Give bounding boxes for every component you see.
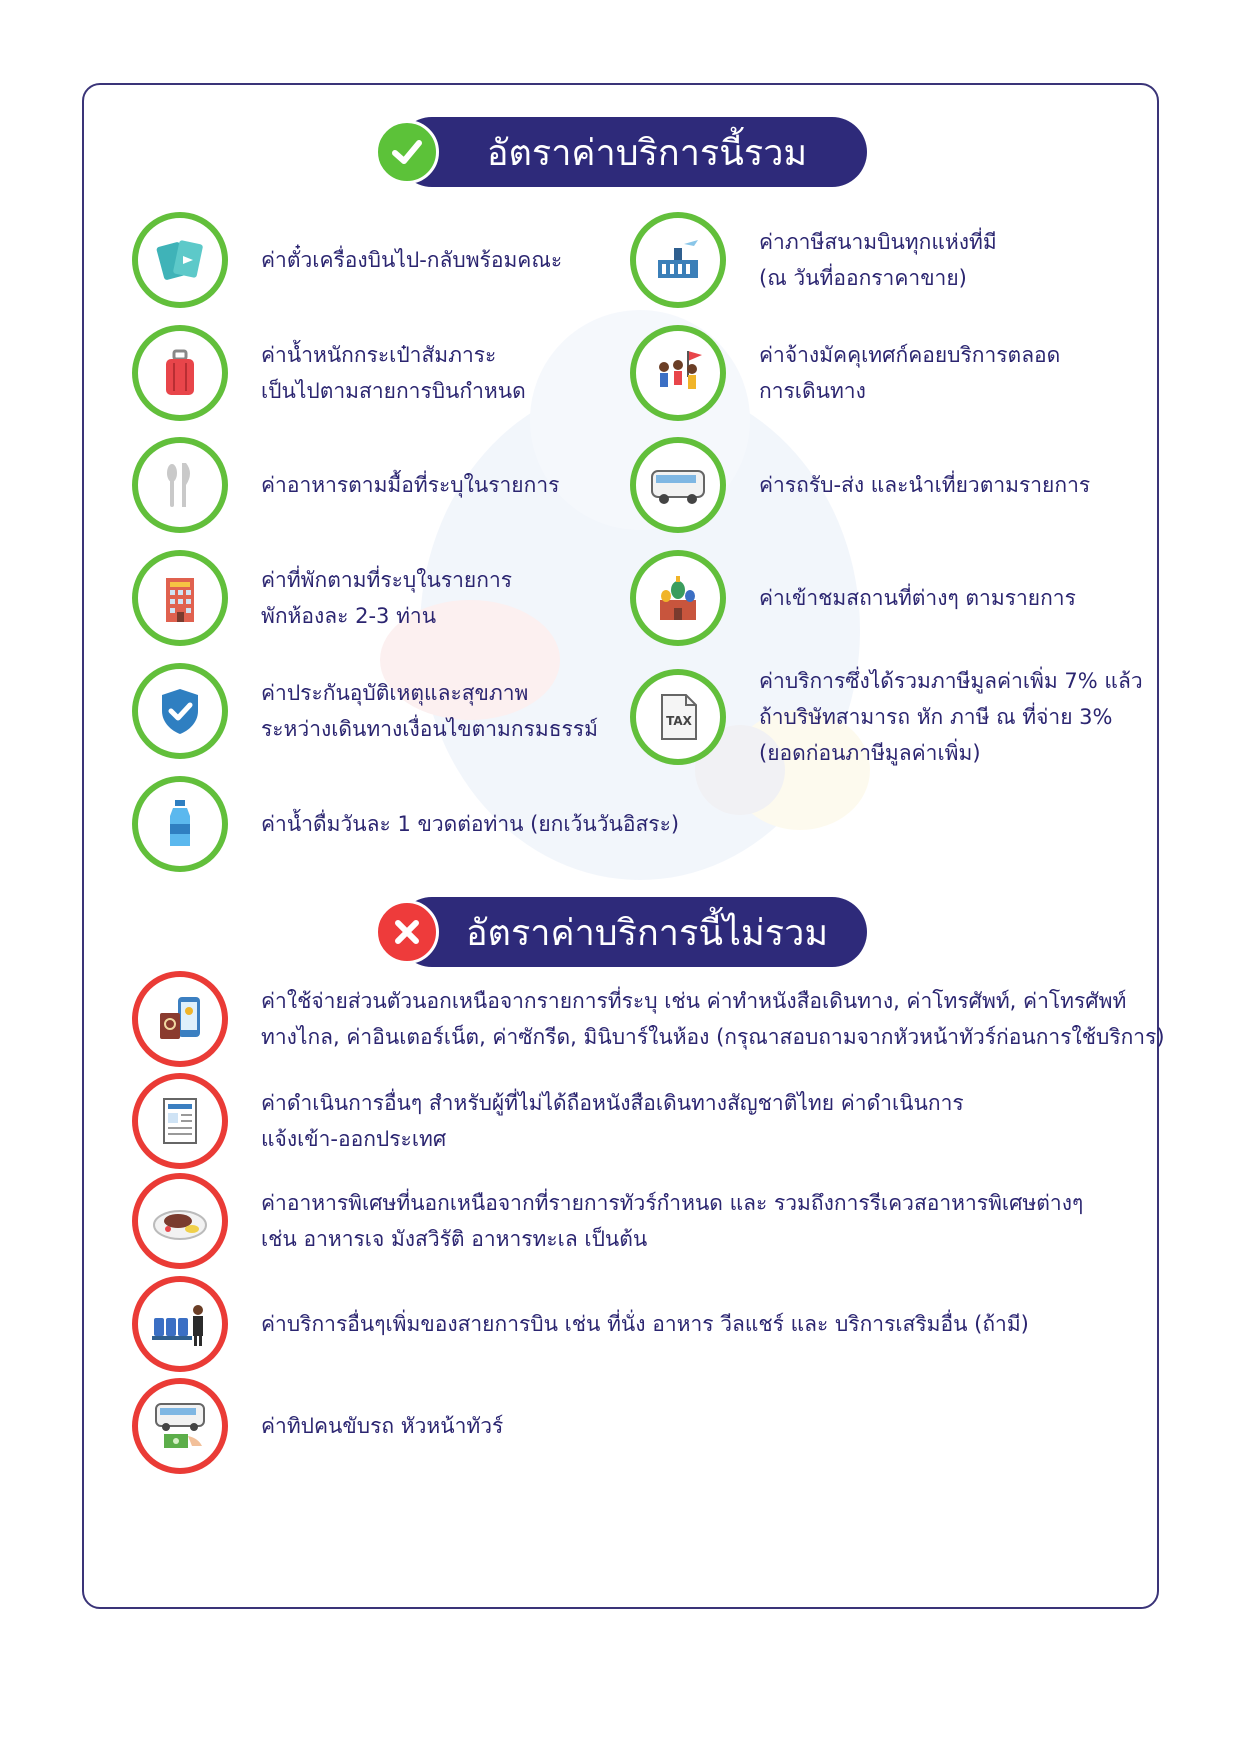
item-line: ค่าภาษีสนามบินทุกแห่งที่มี bbox=[759, 230, 997, 254]
item-line: ค่าบริการอื่นๆเพิ่มของสายการบิน เช่น ที่นั่ง อาหาร วีลแชร์ และ บริการเสริมอื่น (ถ้ามี) bbox=[261, 1312, 1029, 1336]
check-icon bbox=[375, 120, 439, 184]
svg-text:TAX: TAX bbox=[666, 714, 692, 728]
excluded-item bbox=[132, 1173, 1083, 1269]
included-banner bbox=[397, 117, 867, 187]
tip-money-icon bbox=[132, 1378, 228, 1474]
special-meal-icon bbox=[132, 1173, 228, 1269]
tax-document-icon bbox=[630, 669, 726, 765]
hotel-icon bbox=[132, 550, 228, 646]
water-bottle-icon bbox=[132, 776, 228, 872]
item-line: ค่าเข้าชมสถานที่ต่างๆ ตามรายการ bbox=[759, 586, 1076, 610]
item-line: ทางไกล, ค่าอินเตอร์เน็ต, ค่าซักรีด, มินิบาร์ในห้อง (กรุณาสอบถามจากหัวหน้าทัวร์ก่อนการใช้บริการ) bbox=[261, 1025, 1165, 1049]
luggage-icon bbox=[132, 325, 228, 421]
passport-phone-icon bbox=[132, 971, 228, 1067]
item-line: ค่าอาหารพิเศษที่นอกเหนือจากที่รายการทัวร์กำหนด และ รวมถึงการรีเควสอาหารพิเศษต่างๆ bbox=[261, 1191, 1084, 1215]
cross-icon bbox=[375, 900, 439, 964]
item-line: (ยอดก่อนภาษีมูลค่าเพิ่ม) bbox=[759, 741, 981, 765]
item-line: ค่าดำเนินการอื่นๆ สำหรับผู้ที่ไม่ได้ถือหนังสือเดินทางสัญชาติไทย ค่าดำเนินการ bbox=[261, 1091, 964, 1115]
item-line: ค่าตั๋วเครื่องบินไป-กลับพร้อมคณะ bbox=[261, 248, 563, 272]
included-item bbox=[132, 325, 526, 421]
item-line: ค่าน้ำดื่มวันละ 1 ขวดต่อท่าน (ยกเว้นวันอิสระ) bbox=[261, 812, 680, 836]
airline-seat-icon bbox=[132, 1276, 228, 1372]
item-line: ค่ารถรับ-ส่ง และนำเที่ยวตามรายการ bbox=[759, 473, 1091, 497]
item-line: ค่าประกันอุบัติเหตุและสุขภาพ bbox=[261, 681, 529, 705]
airport-icon bbox=[630, 212, 726, 308]
excluded-banner bbox=[397, 897, 867, 967]
item-line: ค่าทิปคนขับรถ หัวหน้าทัวร์ bbox=[261, 1414, 504, 1438]
included-item bbox=[630, 437, 1090, 533]
insurance-shield-icon bbox=[132, 663, 228, 759]
bus-icon bbox=[630, 437, 726, 533]
included-item bbox=[132, 550, 512, 646]
item-line: ค่าอาหารตามมื้อที่ระบุในรายการ bbox=[261, 473, 560, 497]
excluded-item bbox=[132, 1276, 1029, 1372]
item-line: แจ้งเข้า-ออกประเทศ bbox=[261, 1127, 447, 1151]
included-item bbox=[132, 212, 562, 308]
item-line: ค่าน้ำหนักกระเป๋าสัมภาระ bbox=[261, 343, 497, 367]
item-line: ค่าจ้างมัคคุเทศก์คอยบริการตลอด bbox=[759, 343, 1061, 367]
item-line: ระหว่างเดินทางเงื่อนไขตามกรมธรรม์ bbox=[261, 717, 598, 741]
item-line: ค่าบริการซึ่งได้รวมภาษีมูลค่าเพิ่ม 7% แล้ว bbox=[759, 669, 1143, 693]
item-line: ถ้าบริษัทสามารถ หัก ภาษี ณ ที่จ่าย 3% bbox=[759, 705, 1113, 729]
included-item bbox=[132, 437, 559, 533]
plane-ticket-icon bbox=[132, 212, 228, 308]
item-line: ค่าที่พักตามที่ระบุในรายการ bbox=[261, 568, 513, 592]
excluded-item bbox=[132, 1073, 964, 1169]
item-line: พักห้องละ 2-3 ท่าน bbox=[261, 604, 437, 628]
included-item bbox=[630, 212, 997, 308]
item-line: (ณ วันที่ออกราคาขาย) bbox=[759, 266, 967, 290]
included-item bbox=[132, 776, 679, 872]
excluded-item bbox=[132, 1378, 503, 1474]
excluded-item bbox=[132, 971, 1165, 1067]
item-line: ค่าใช้จ่ายส่วนตัวนอกเหนือจากรายการที่ระบุ เช่น ค่าทำหนังสือเดินทาง, ค่าโทรศัพท์, ค่าโทรศัพท์ bbox=[261, 989, 1127, 1013]
item-line: เป็นไปตามสายการบินกำหนด bbox=[261, 379, 526, 403]
included-title: อัตราค่าบริการนี้รวม bbox=[486, 132, 808, 174]
item-line: เช่น อาหารเจ มังสวิรัติ อาหารทะเล เป็นต้น bbox=[261, 1227, 648, 1251]
excluded-title: อัตราค่าบริการนี้ไม่รวม bbox=[465, 912, 829, 954]
included-item bbox=[630, 663, 1143, 771]
included-item bbox=[132, 663, 598, 759]
landmark-icon bbox=[630, 550, 726, 646]
visa-form-icon bbox=[132, 1073, 228, 1169]
meal-icon bbox=[132, 437, 228, 533]
item-line: การเดินทาง bbox=[759, 379, 866, 403]
included-item bbox=[630, 325, 1060, 421]
tour-guide-icon bbox=[630, 325, 726, 421]
included-item bbox=[630, 550, 1076, 646]
